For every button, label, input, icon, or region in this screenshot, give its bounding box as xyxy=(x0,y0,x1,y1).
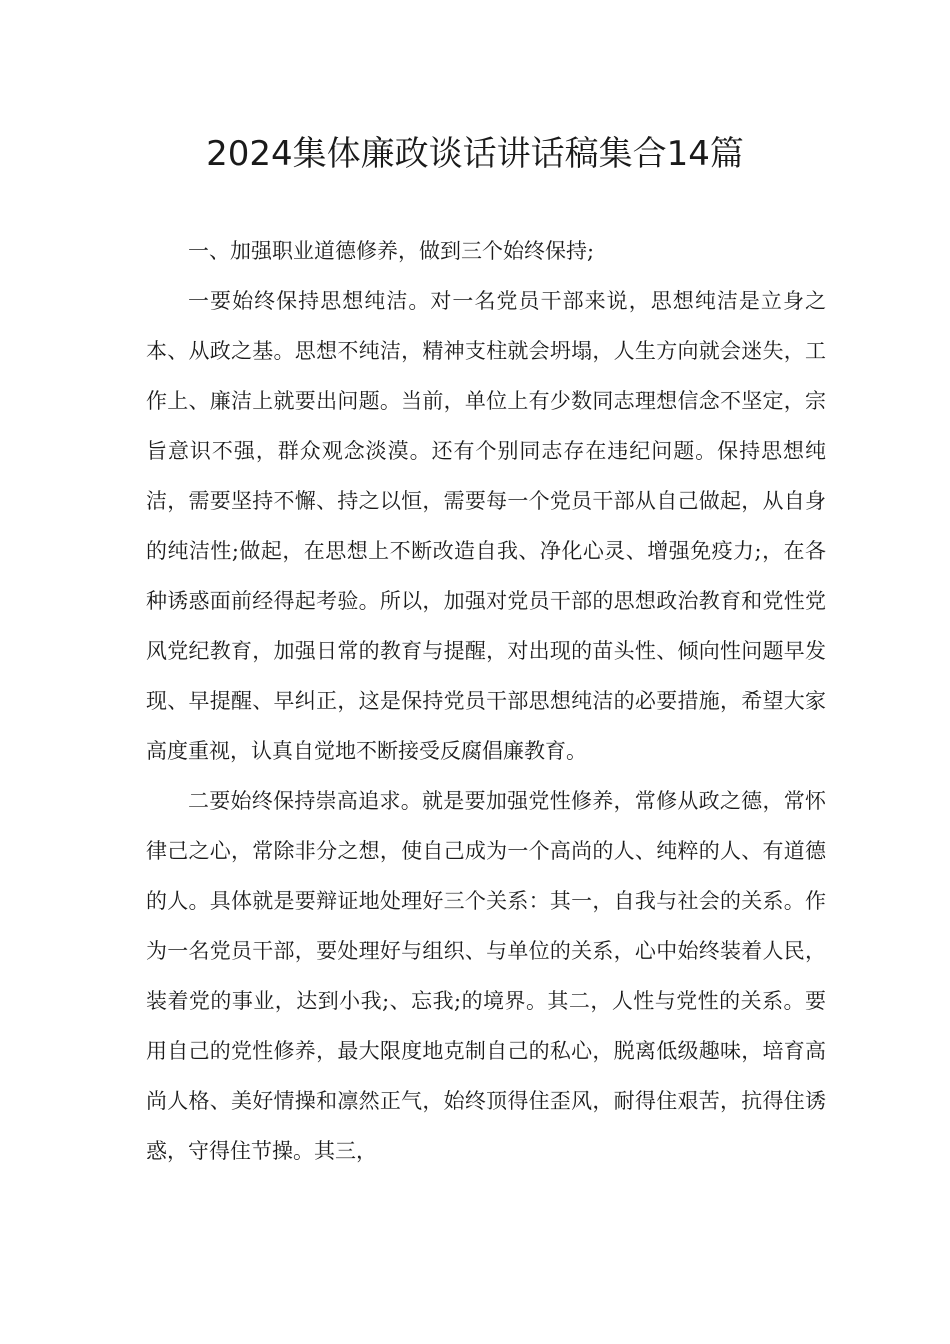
document-body xyxy=(146,226,826,1176)
document-title: 2024集体廉政谈话讲话稿集合14篇 xyxy=(206,134,744,174)
paragraph-thought-purity: 一要始终保持思想纯洁。对一名党员干部来说，思想纯洁是立身之本、从政之基。思想不纯洁，精神支柱就会坍塌，人生方向就会迷失，工作上、廉洁上就要出问题。当前，单位上有少数同志理想信念不坚定，宗旨意识不强，群众观念淡漠。还有个别同志存在违纪问题。保持思想纯洁，需要坚持不懈、持之以恒，需要每一个党员干部从自己做起，从自身的纯洁性;做起，在思想上不断改造自我、净化心灵、增强免疫力;，在各种诱惑面前经得起考验。所以，加强对党员干部的思想政治教育和党性党风党纪教育，加强日常的教育与提醒，对出现的苗头性、倾向性问题早发现、早提醒、早纠正，这是保持党员干部思想纯洁的必要措施，希望大家高度重视，认真自觉地不断接受反腐倡廉教育。 xyxy=(146,289,826,763)
paragraph-lofty-pursuit: 二要始终保持崇高追求。就是要加强党性修养，常修从政之德，常怀律己之心，常除非分之想，使自己成为一个高尚的人、纯粹的人、有道德的人。具体就是要辩证地处理好三个关系：其一，自我与社会的关系。作为一名党员干部，要处理好与组织、与单位的关系，心中始终装着人民，装着党的事业，达到小我;、忘我;的境界。其二，人性与党性的关系。要用自己的党性修养，最大限度地克制自己的私心，脱离低级趣味，培育高尚人格、美好情操和凛然正气，始终顶得住歪风，耐得住艰苦，抗得住诱惑，守得住节操。其三， xyxy=(146,789,826,1163)
paragraph-section-heading: 一、加强职业道德修养，做到三个始终保持; xyxy=(188,239,595,263)
